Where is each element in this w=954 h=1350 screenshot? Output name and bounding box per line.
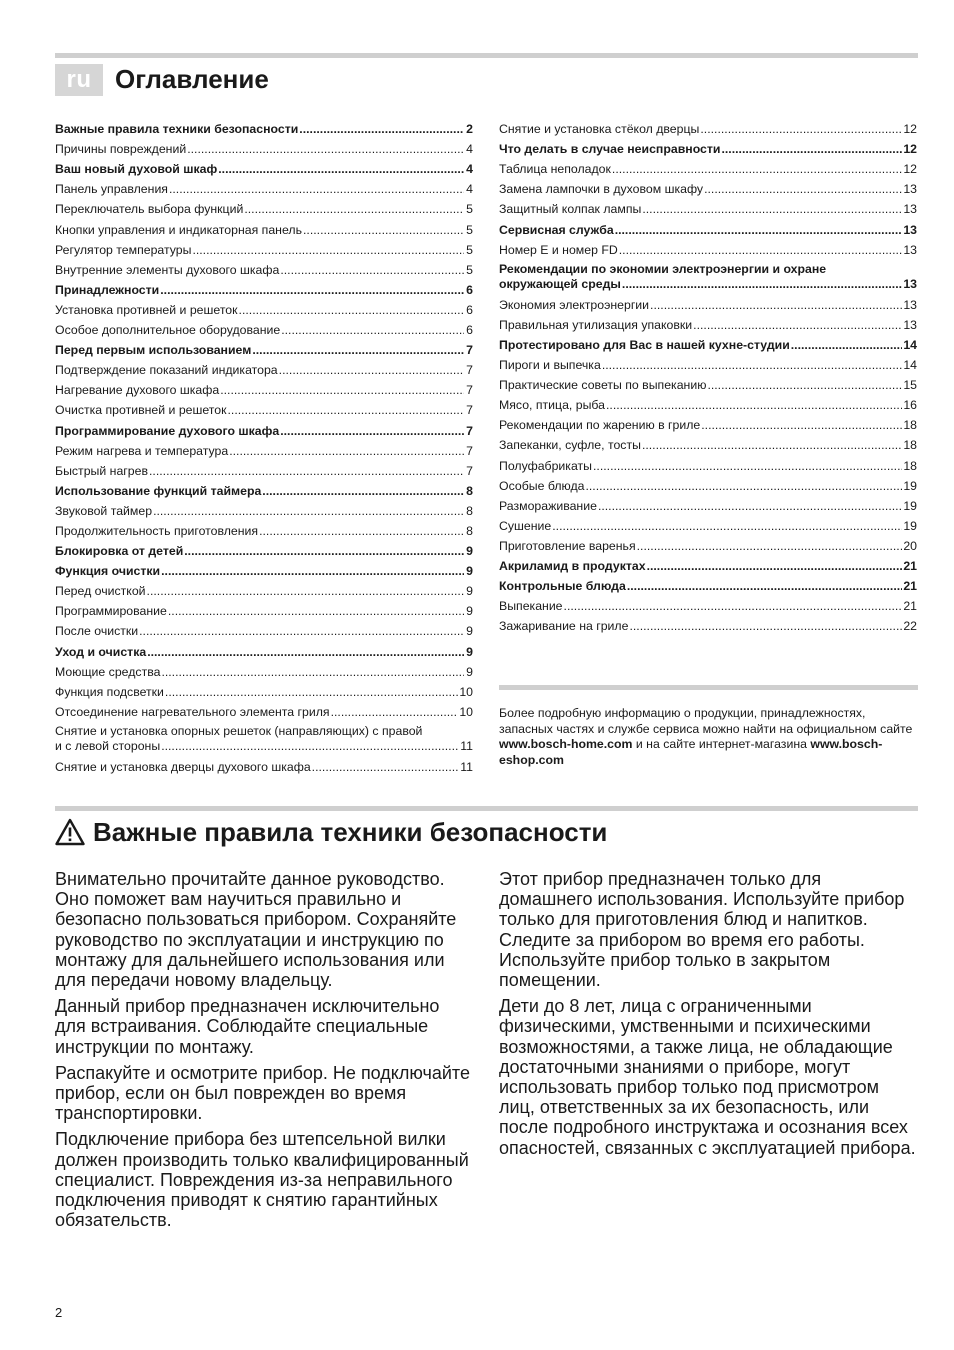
toc-entry-text: Акриламид в продуктах [499,558,646,573]
toc-leader-dots [169,182,464,197]
toc-entry-text: Экономия электроэнергии [499,297,650,312]
safety-paragraph: Этот прибор предназначен только для домашнего использования. Используйте прибор только для приготовления блюд и напитков. Следите за прибором во время его работы. Используйте прибор только в закрытом помещении. [499,869,905,991]
toc-left-column [55,117,473,775]
toc-entry-text: Снятие и установка стёкол дверцы [499,122,700,137]
toc-leader-dots [642,438,902,453]
toc-entry[interactable] [499,137,917,157]
safety-title: Важные правила техники безопасности [93,816,608,847]
toc-leader-dots [299,122,464,137]
toc-leader-dots [280,424,464,439]
toc-page-number: 10 [459,704,473,719]
toc-page-number: 14 [903,358,917,373]
toc-page-number: 8 [466,503,473,518]
toc-entry-text: Пироги и выпечка [499,358,601,373]
toc-entry[interactable] [499,534,917,554]
info-text-part2: и на сайте интернет-магазина [632,737,811,751]
toc-leader-dots [619,243,903,258]
toc-leader-dots [629,619,902,634]
language-badge: ru [55,64,103,96]
toc-page-number: 22 [903,619,917,634]
toc-entry[interactable] [499,293,917,313]
toc-entry-text: После очистки [55,624,139,639]
toc-page-number: 9 [466,604,473,619]
toc-entry[interactable] [55,680,473,700]
toc-title: Оглавление [115,64,269,94]
toc-leader-dots [161,665,464,680]
toc-entry-text: Таблица неполадок [499,162,611,177]
toc-page-number: 13 [903,317,917,332]
toc-leader-dots [303,223,464,238]
toc-leader-dots [220,383,464,398]
toc-page-number: 4 [466,142,473,157]
toc-entry-text: Важные правила техники безопасности [55,122,299,137]
toc-entry-text: Быстрый нагрев [55,463,148,478]
toc-entry-text: Размораживание [499,498,597,513]
toc-leader-dots [701,418,902,433]
safety-paragraph: Данный прибор предназначен исключительно для встраивания. Соблюдайте специальные инструкции по монтажу. [55,996,440,1057]
toc-entry-text: Сервисная служба [499,222,614,237]
toc-entry[interactable] [55,378,473,398]
toc-entry[interactable] [55,439,473,459]
toc-page-number: 18 [903,458,917,473]
toc-entry-text: Мясо, птица, рыба [499,398,606,413]
toc-entry-text: Режим нагрева и температура [55,443,229,458]
toc-page-number: 8 [466,523,473,538]
toc-page-number: 13 [903,202,917,217]
toc-entry-text: Выпекание [499,599,563,614]
toc-leader-dots [331,705,459,720]
toc-page-number: 15 [903,378,917,393]
toc-entry-text: Запеканки, суфле, тосты [499,438,641,453]
toc-entry[interactable] [55,238,473,258]
toc-entry-text: Приготовление варенья [499,538,636,553]
toc-leader-dots [139,624,464,639]
toc-entry-text: Снятие и установка дверцы духового шкафа [55,759,311,774]
toc-leader-dots [168,604,464,619]
toc-entry[interactable] [55,258,473,278]
toc-header [55,63,269,96]
toc-leader-dots [280,263,464,278]
toc-entry[interactable] [499,453,917,473]
toc-entry-text: Полуфабрикаты [499,458,592,473]
toc-entry[interactable] [499,217,917,237]
toc-entry[interactable] [499,258,917,292]
toc-entry-text: Практические советы по выпеканию [499,378,707,393]
toc-entry-text: Внутренние элементы духового шкафа [55,262,280,277]
toc-page-number: 21 [903,558,917,573]
toc-entry-text: Панель управления [55,182,168,197]
toc-entry-text: Нагревание духового шкафа [55,383,220,398]
toc-leader-dots [161,739,459,754]
toc-entry[interactable] [55,700,473,720]
toc-entry[interactable] [499,313,917,333]
toc-page-number: 21 [903,599,917,614]
toc-leader-dots [593,459,902,474]
toc-entry-text: Программирование [55,604,167,619]
toc-entry[interactable] [499,353,917,373]
toc-leader-dots [239,303,464,318]
toc-page-number: 16 [903,398,917,413]
toc-leader-dots [160,283,464,298]
toc-page-number: 13 [903,182,917,197]
toc-page-number: 13 [903,297,917,312]
toc-leader-dots [279,363,464,378]
toc-entry[interactable] [499,594,917,614]
toc-entry-text: Переключатель выбора функций [55,202,244,217]
toc-entry[interactable] [499,238,917,258]
toc-leader-dots [791,338,903,353]
toc-page-number: 18 [903,418,917,433]
toc-page-number: 6 [466,302,473,317]
toc-entry-text: Замена лампочки в духовом шкафу [499,182,704,197]
toc-entry-text: Программирование духового шкафа [55,423,280,438]
toc-entry-text: Рекомендации по жарению в гриле [499,418,701,433]
toc-entry-text: Продолжительность приготовления [55,523,259,538]
toc-entry[interactable] [499,474,917,494]
toc-entry-text: Особое дополнительное оборудование [55,323,281,338]
toc-page-number: 19 [903,478,917,493]
toc-entry-text: Защитный колпак лампы [499,202,642,217]
toc-entry[interactable] [55,197,473,217]
toc-entry-text: Регулятор температуры [55,242,192,257]
toc-page-number: 11 [460,738,473,753]
toc-entry[interactable] [499,433,917,453]
toc-leader-dots [149,464,464,479]
top-divider [55,53,918,58]
toc-leader-dots [165,685,458,700]
toc-entry-text: Снятие и установка опорных решеток (направляющих) с правой [55,723,423,738]
toc-entry[interactable] [55,217,473,237]
toc-leader-dots [602,358,903,373]
toc-entry[interactable] [55,117,473,137]
toc-page-number: 7 [466,383,473,398]
toc-entry[interactable] [55,660,473,680]
toc-entry[interactable] [55,720,473,754]
toc-entry[interactable] [499,554,917,574]
safety-paragraph: Подключение прибора без штепсельной вилки должен производить только квалифицированный специалист. Повреждения из-за неправильного подключения приводят к снятию гарантийных обязательств. [55,1129,469,1231]
toc-entry[interactable] [499,333,917,353]
toc-leader-dots [262,484,464,499]
toc-leader-dots [642,202,902,217]
safety-right-column [499,869,919,1164]
toc-entry[interactable] [55,479,473,499]
toc-leader-dots [564,599,903,614]
toc-entry[interactable] [499,494,917,514]
toc-entry-text: Протестировано для Вас в нашей кухне-студии [499,337,790,352]
toc-entry[interactable] [55,639,473,659]
toc-entry[interactable] [55,338,473,358]
bosch-eshop-link[interactable]: www.bosch-eshop.com [499,737,883,767]
toc-entry[interactable] [55,177,473,197]
toc-entry-text: Отсоединение нагревательного элемента гриля [55,704,330,719]
toc-page-number: 4 [466,182,473,197]
toc-leader-dots [704,182,902,197]
toc-entry[interactable] [499,393,917,413]
toc-page-number: 7 [466,363,473,378]
toc-entry[interactable] [55,398,473,418]
toc-page-number: 12 [903,142,917,157]
toc-page-number: 12 [903,122,917,137]
toc-page-number: 6 [466,282,473,297]
toc-page-number: 9 [466,584,473,599]
toc-entry[interactable] [55,599,473,619]
toc-page-number: 9 [466,644,473,659]
toc-entry[interactable] [55,619,473,639]
toc-entry-text: Функция подсветки [55,684,164,699]
toc-entry-text: Перед первым использованием [55,343,252,358]
toc-page-number: 5 [466,242,473,257]
toc-leader-dots [312,760,460,775]
safety-left-column [55,869,475,1236]
toc-leader-dots [700,122,902,137]
toc-page-number: 7 [466,403,473,418]
toc-leader-dots [622,277,902,292]
toc-page-number: 13 [903,242,917,257]
toc-page-number: 7 [466,343,473,358]
toc-entry-text: Особые блюда [499,478,585,493]
toc-page-number: 7 [466,423,473,438]
toc-leader-dots [693,318,902,333]
toc-page-number: 19 [903,498,917,513]
info-text [499,706,919,768]
toc-leader-dots [147,584,464,599]
toc-page-number: 2 [466,122,473,137]
toc-entry[interactable] [55,358,473,378]
toc-entry-text: Рекомендации по экономии электроэнергии и охране [499,261,827,276]
toc-right-column [499,117,917,634]
toc-entry[interactable] [55,137,473,157]
toc-entry-text-continued: окружающей среды [499,276,621,291]
toc-entry-text: Уход и очистка [55,644,147,659]
toc-entry[interactable] [55,418,473,438]
toc-page-number: 14 [903,337,917,352]
toc-entry[interactable] [55,579,473,599]
toc-page-number: 18 [903,438,917,453]
toc-leader-dots [627,579,902,594]
toc-entry[interactable] [55,539,473,559]
toc-page-number: 11 [460,759,473,774]
toc-entry-text-continued: и с левой стороны [55,738,161,753]
toc-leader-dots [606,398,902,413]
toc-entry[interactable] [55,459,473,479]
toc-page-number: 9 [466,564,473,579]
toc-entry[interactable] [55,278,473,298]
toc-entry-text: Зажаривание на гриле [499,619,629,634]
toc-entry-text: Кнопки управления и индикаторная панель [55,222,302,237]
safety-paragraph: Внимательно прочитайте данное руководство. Оно поможет вам научиться правильно и безопасно пользоваться прибором. Сохраняйте руководство по эксплуатации и инструкцию по монтажу для дальнейшего использования или для передачи новому владельцу. [55,869,457,991]
toc-page-number: 9 [466,664,473,679]
toc-page-number: 5 [466,222,473,237]
toc-page-number: 4 [466,162,473,177]
toc-leader-dots [252,343,464,358]
toc-entry-text: Функция очистки [55,564,161,579]
toc-page-number: 13 [903,276,917,291]
toc-entry-text: Что делать в случае неисправности [499,142,721,157]
toc-leader-dots [585,479,902,494]
toc-leader-dots [259,524,464,539]
toc-entry-text: Причины повреждений [55,142,187,157]
toc-leader-dots [552,519,902,534]
toc-entry-text: Контрольные блюда [499,579,626,594]
safety-paragraph: Распакуйте и осмотрите прибор. Не подключайте прибор, если он был поврежден во время транспортировки. [55,1062,470,1124]
toc-entry[interactable] [55,157,473,177]
toc-entry[interactable] [55,755,473,775]
section-divider [55,806,918,811]
toc-entry-text: Подтверждение показаний индикатора [55,363,278,378]
toc-entry-text: Использование функций таймера [55,483,262,498]
info-text-part1: Более подробную информацию о продукции, принадлежностях, запасных частях и службе сервиса можно найти на официальном сайте [499,706,913,736]
toc-entry[interactable] [55,519,473,539]
toc-leader-dots [647,559,903,574]
toc-page-number: 9 [466,544,473,559]
toc-leader-dots [612,162,902,177]
toc-entry[interactable] [499,177,917,197]
toc-leader-dots [153,504,464,519]
toc-page-number: 9 [466,624,473,639]
toc-page-number: 7 [466,443,473,458]
toc-page-number: 8 [466,483,473,498]
toc-entry[interactable] [55,499,473,519]
toc-entry-text: Установка противней и решеток [55,302,238,317]
toc-entry-text: Номер E и номер FD [499,242,618,257]
toc-page-number: 20 [903,538,917,553]
toc-page-number: 13 [903,222,917,237]
toc-leader-dots [228,403,464,418]
toc-entry-text: Ваш новый духовой шкаф [55,162,218,177]
toc-leader-dots [184,544,464,559]
toc-page-number: 7 [466,463,473,478]
toc-page-number: 5 [466,202,473,217]
toc-page-number: 6 [466,323,473,338]
toc-leader-dots [721,142,902,157]
toc-entry[interactable] [55,559,473,579]
toc-leader-dots [707,378,902,393]
toc-leader-dots [244,202,464,217]
toc-entry[interactable] [499,514,917,534]
toc-entry-text: Сушение [499,518,552,533]
toc-entry[interactable] [55,318,473,338]
toc-entry[interactable] [55,298,473,318]
info-divider [499,685,918,690]
safety-paragraph: Дети до 8 лет, лица с ограниченными физическими, умственными и психическими возможностями, а также лица, не обладающие достаточными знаниями о приборе, могут использовать прибор только под присмотром лиц, ответственных за их безопасность, или после подробного инструктажа и осознания всех опасностей, связанных с эксплуатацией прибора. [499,996,916,1158]
page-number: 2 [55,1305,63,1320]
toc-leader-dots [650,298,902,313]
bosch-home-link[interactable]: www.bosch-home.com [499,737,633,751]
toc-leader-dots [598,499,902,514]
safety-header [55,814,607,850]
warning-triangle-icon [55,818,85,846]
toc-entry[interactable] [499,574,917,594]
toc-leader-dots [615,223,903,238]
toc-page-number: 19 [903,518,917,533]
toc-entry-text: Блокировка от детей [55,544,184,559]
toc-entry-text: Очистка противней и решеток [55,403,227,418]
toc-leader-dots [187,142,464,157]
toc-page-number: 12 [903,162,917,177]
toc-entry-text: Звуковой таймер [55,503,153,518]
toc-entry-text: Правильная утилизация упаковки [499,317,693,332]
toc-leader-dots [637,539,903,554]
toc-entry[interactable] [499,614,917,634]
toc-leader-dots [218,162,464,177]
toc-page-number: 5 [466,262,473,277]
toc-entry[interactable] [499,197,917,217]
toc-leader-dots [161,564,464,579]
toc-page-number: 10 [459,684,473,699]
toc-entry[interactable] [499,157,917,177]
toc-page-number: 21 [903,579,917,594]
toc-leader-dots [192,243,464,258]
toc-entry-text: Принадлежности [55,282,160,297]
toc-leader-dots [147,645,464,660]
toc-entry[interactable] [499,117,917,137]
toc-entry[interactable] [499,373,917,393]
toc-entry-text: Перед очисткой [55,584,146,599]
toc-entry[interactable] [499,413,917,433]
toc-leader-dots [281,323,464,338]
toc-leader-dots [229,444,464,459]
toc-entry-text: Моющие средства [55,664,161,679]
